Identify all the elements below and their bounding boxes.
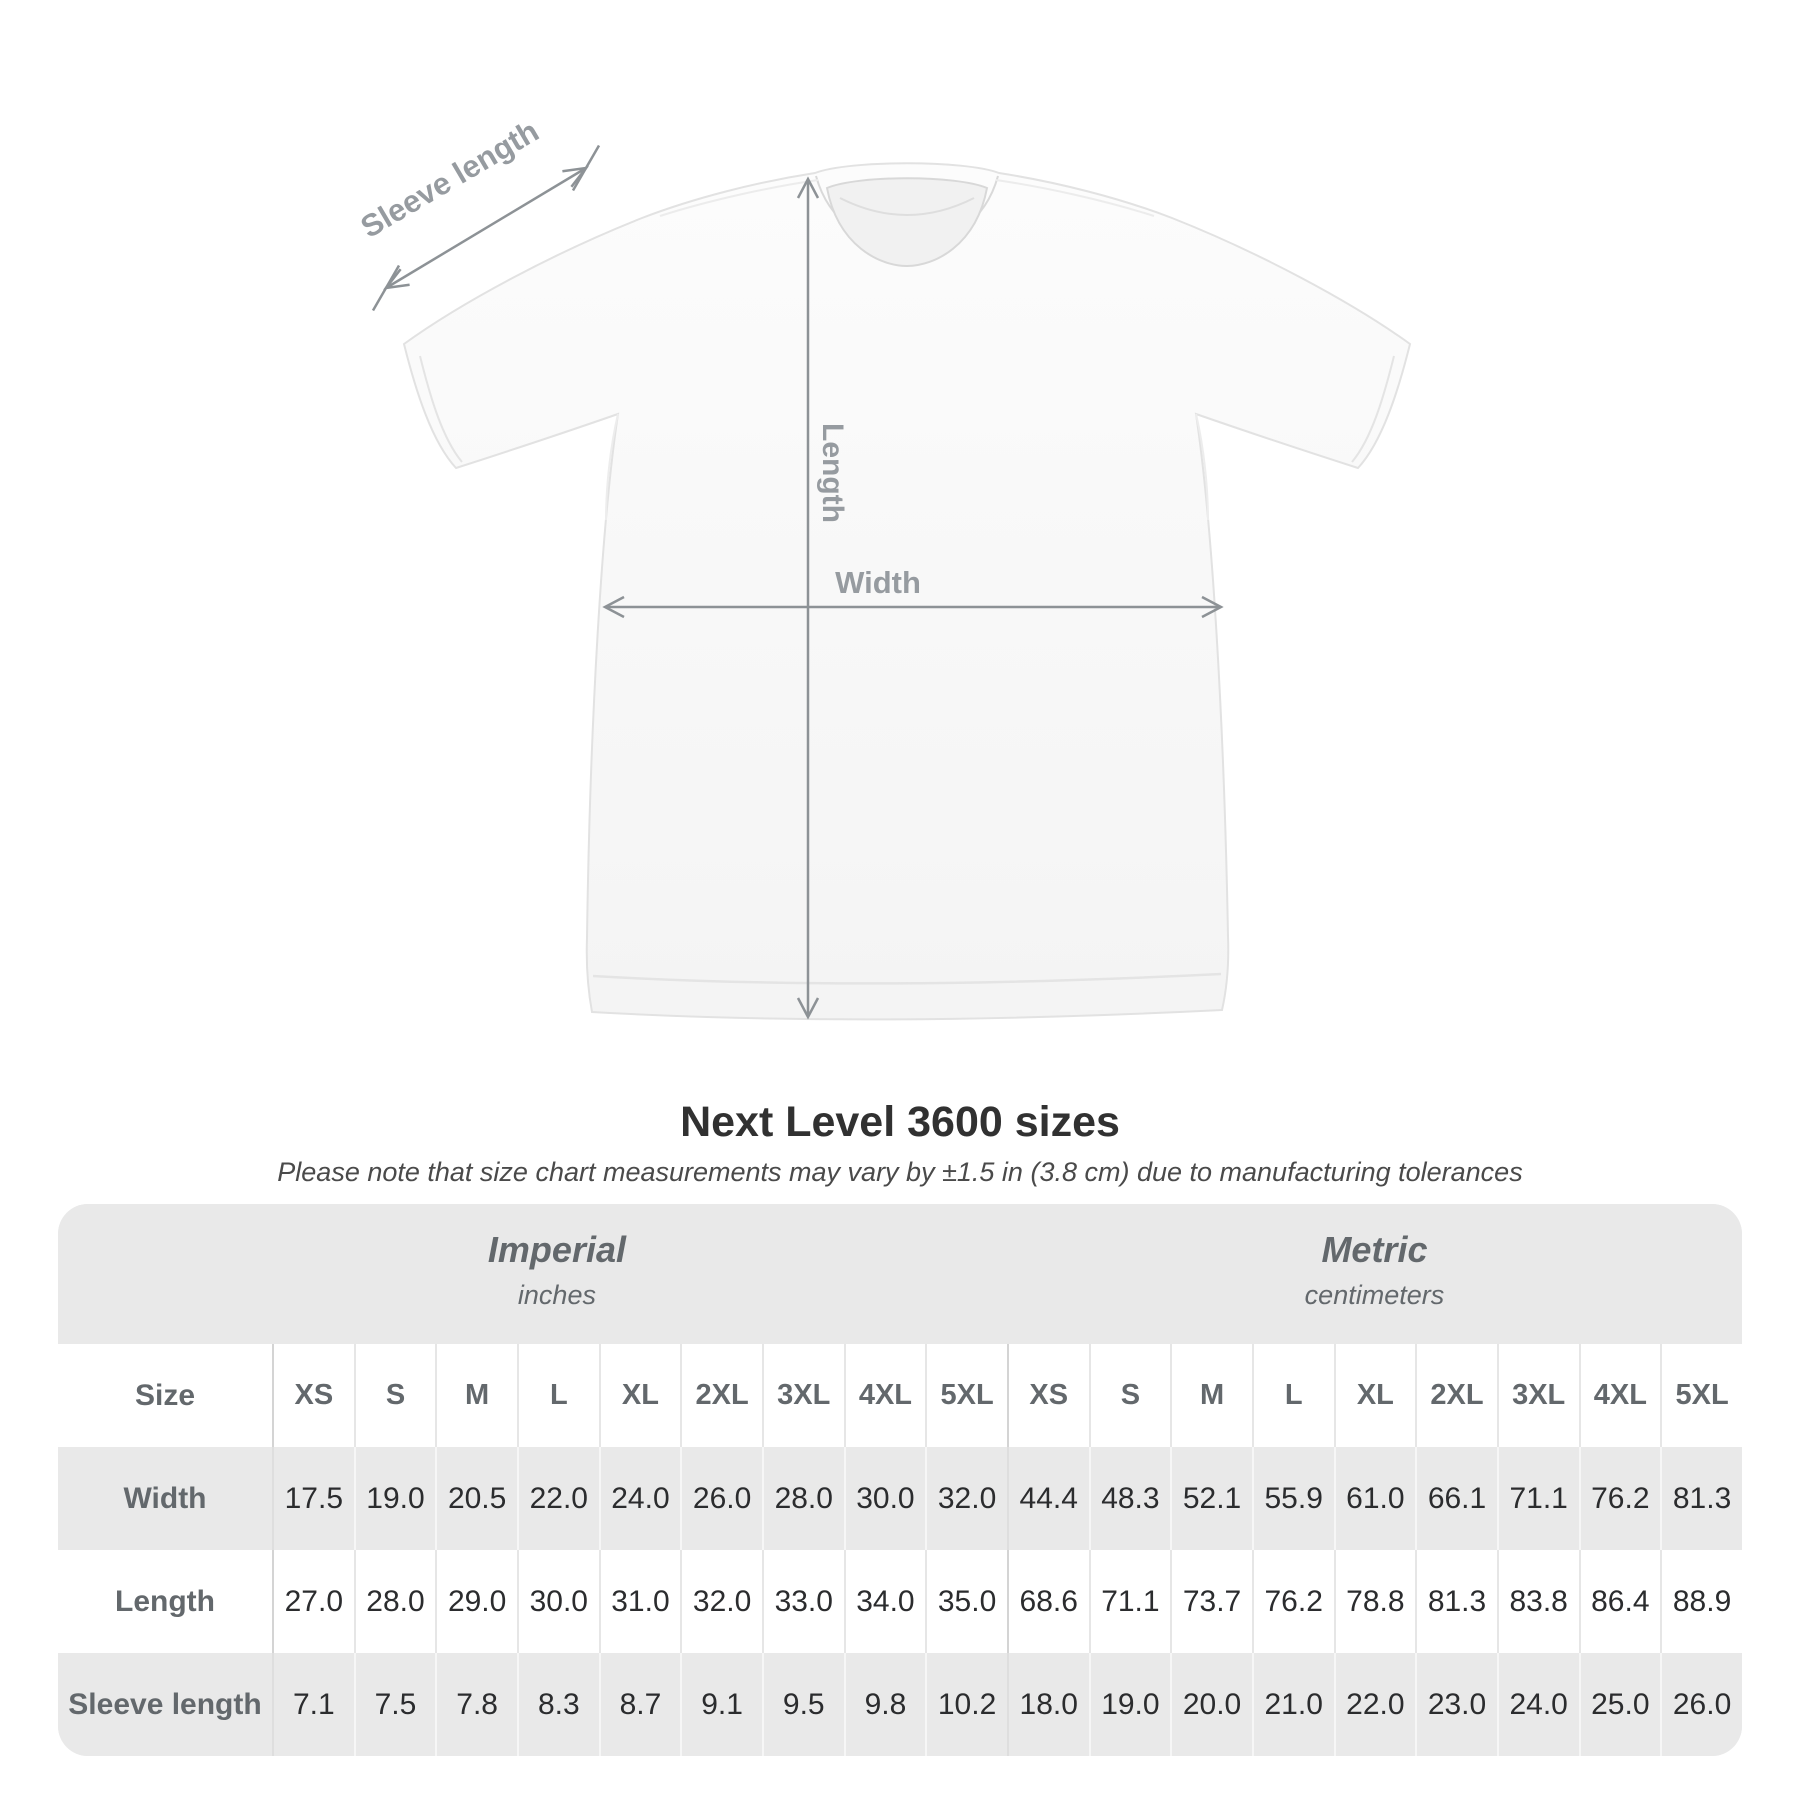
group-header-imperial <box>58 1204 1007 1344</box>
table-row <box>58 1653 1742 1756</box>
value-cell: 55.9 <box>1252 1447 1334 1550</box>
size-header-cell: XL <box>599 1344 681 1447</box>
value-cell: 61.0 <box>1334 1447 1416 1550</box>
value-cell: 27.0 <box>272 1550 354 1653</box>
size-header-cell: 4XL <box>1579 1344 1661 1447</box>
value-cell: 24.0 <box>1497 1653 1579 1756</box>
value-cell: 76.2 <box>1252 1550 1334 1653</box>
value-cell: 10.2 <box>925 1653 1007 1756</box>
table-row <box>58 1550 1742 1653</box>
size-header-cell: 3XL <box>1497 1344 1579 1447</box>
value-cell: 20.0 <box>1170 1653 1252 1756</box>
value-cell: 24.0 <box>599 1447 681 1550</box>
value-cell: 83.8 <box>1497 1550 1579 1653</box>
group-unit-imperial: inches <box>517 1280 596 1310</box>
value-cell: 31.0 <box>599 1550 681 1653</box>
value-cell: 73.7 <box>1170 1550 1252 1653</box>
value-cell: 18.0 <box>1007 1653 1089 1756</box>
value-cell: 26.0 <box>680 1447 762 1550</box>
value-cell: 29.0 <box>435 1550 517 1653</box>
value-cell: 7.5 <box>354 1653 436 1756</box>
value-cell: 20.5 <box>435 1447 517 1550</box>
value-cell: 30.0 <box>844 1447 926 1550</box>
table-row <box>58 1447 1742 1550</box>
size-header-cell: XS <box>272 1344 354 1447</box>
size-header-cell: S <box>1089 1344 1171 1447</box>
size-header-cell: 5XL <box>925 1344 1007 1447</box>
size-header-cell: 2XL <box>680 1344 762 1447</box>
group-name-metric: Metric <box>1321 1229 1428 1270</box>
value-cell: 28.0 <box>354 1550 436 1653</box>
size-chart-card <box>58 1204 1742 1756</box>
size-header-cell: 4XL <box>844 1344 926 1447</box>
size-col-header: Size <box>134 1378 196 1412</box>
size-header-cell: XS <box>1007 1344 1089 1447</box>
sleeve-length-label: Sleeve length <box>354 113 545 245</box>
value-cell: 71.1 <box>1089 1550 1171 1653</box>
size-header-cell: 3XL <box>762 1344 844 1447</box>
size-header-cell: L <box>1252 1344 1334 1447</box>
row-label: Width <box>123 1481 207 1515</box>
row-label: Sleeve length <box>68 1687 262 1721</box>
value-cell: 9.1 <box>680 1653 762 1756</box>
size-chart-table <box>58 1204 1742 1756</box>
value-cell: 21.0 <box>1252 1653 1334 1756</box>
value-cell: 66.1 <box>1415 1447 1497 1550</box>
value-cell: 35.0 <box>925 1550 1007 1653</box>
group-unit-metric: centimeters <box>1304 1280 1445 1310</box>
group-header-row <box>58 1204 1742 1344</box>
page-subtitle: Please note that size chart measurements may vary by ±1.5 in (3.8 cm) due to manufacturing tolerances <box>277 1157 1523 1187</box>
value-cell: 86.4 <box>1579 1550 1661 1653</box>
value-cell: 48.3 <box>1089 1447 1171 1550</box>
value-cell: 33.0 <box>762 1550 844 1653</box>
value-cell: 76.2 <box>1579 1447 1661 1550</box>
value-cell: 22.0 <box>517 1447 599 1550</box>
value-cell: 25.0 <box>1579 1653 1661 1756</box>
row-label: Length <box>115 1584 215 1618</box>
value-cell: 26.0 <box>1660 1653 1742 1756</box>
value-cell: 8.3 <box>517 1653 599 1756</box>
group-header-metric <box>1007 1204 1742 1344</box>
value-cell: 81.3 <box>1660 1447 1742 1550</box>
value-cell: 71.1 <box>1497 1447 1579 1550</box>
value-cell: 8.7 <box>599 1653 681 1756</box>
value-cell: 88.9 <box>1660 1550 1742 1653</box>
value-cell: 34.0 <box>844 1550 926 1653</box>
size-header-row <box>58 1344 1742 1447</box>
value-cell: 22.0 <box>1334 1653 1416 1756</box>
value-cell: 9.8 <box>844 1653 926 1756</box>
size-header-cell: S <box>354 1344 436 1447</box>
page-title: Next Level 3600 sizes <box>680 1098 1120 1146</box>
value-cell: 17.5 <box>272 1447 354 1550</box>
length-label: Length <box>816 423 849 523</box>
size-header-cell: M <box>435 1344 517 1447</box>
value-cell: 19.0 <box>354 1447 436 1550</box>
value-cell: 9.5 <box>762 1653 844 1756</box>
value-cell: 28.0 <box>762 1447 844 1550</box>
size-header-cell: 2XL <box>1415 1344 1497 1447</box>
value-cell: 7.8 <box>435 1653 517 1756</box>
value-cell: 19.0 <box>1089 1653 1171 1756</box>
size-header-cell: 5XL <box>1660 1344 1742 1447</box>
value-cell: 81.3 <box>1415 1550 1497 1653</box>
table-body <box>58 1344 1742 1756</box>
value-cell: 30.0 <box>517 1550 599 1653</box>
size-header-cell: XL <box>1334 1344 1416 1447</box>
value-cell: 78.8 <box>1334 1550 1416 1653</box>
value-cell: 23.0 <box>1415 1653 1497 1756</box>
value-cell: 32.0 <box>925 1447 1007 1550</box>
group-name-imperial: Imperial <box>487 1229 626 1270</box>
value-cell: 44.4 <box>1007 1447 1089 1550</box>
size-header-cell: M <box>1170 1344 1252 1447</box>
width-label: Width <box>835 565 921 600</box>
value-cell: 68.6 <box>1007 1550 1089 1653</box>
value-cell: 32.0 <box>680 1550 762 1653</box>
value-cell: 7.1 <box>272 1653 354 1756</box>
value-cell: 52.1 <box>1170 1447 1252 1550</box>
size-header-cell: L <box>517 1344 599 1447</box>
